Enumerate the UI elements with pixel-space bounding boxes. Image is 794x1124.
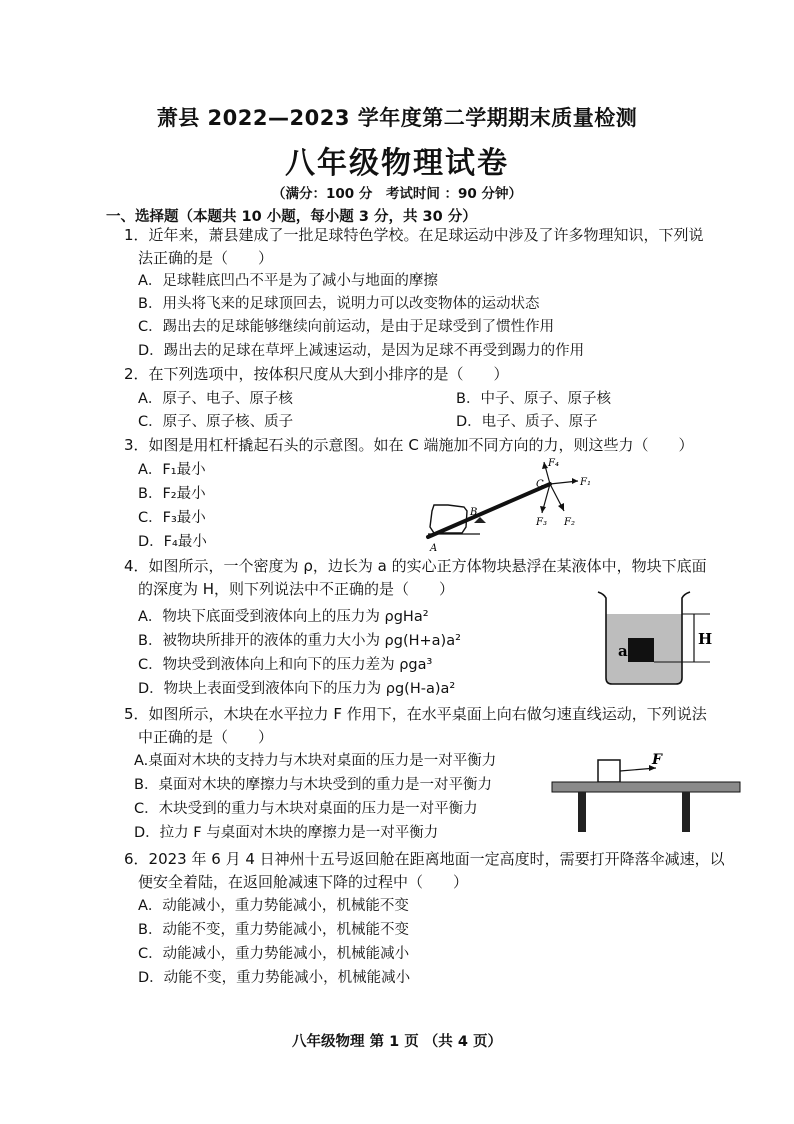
question-2-option-b: B．中子、原子、原子核: [456, 391, 611, 407]
question-1-option-c: C．踢出去的足球能够继续向前运动，是由于足球受到了惯性作用: [138, 319, 555, 335]
question-1-option-a: A．足球鞋底凹凸不平是为了减小与地面的摩擦: [138, 273, 438, 289]
question-1-stem-line-2: 法正确的是（ ）: [138, 249, 274, 267]
question-2-option-d: D．电子、质子、原子: [456, 414, 598, 430]
question-3-option-b: B．F₂最小: [138, 486, 206, 502]
question-5-option-c: C．木块受到的重力与木块对桌面的压力是一对平衡力: [134, 801, 478, 817]
force-f3-arrow: [540, 506, 546, 513]
force-f4-label: F₄: [548, 458, 559, 469]
question-3-stem: 3．如图是用杠杆撬起石头的示意图。如在 C 端施加不同方向的力，则这些力（ ）: [124, 436, 694, 454]
question-1-stem-line-1: 1．近年来，萧县建成了一批足球特色学校。在足球运动中涉及了许多物理知识，下列说: [124, 226, 704, 244]
question-2-stem: 2．在下列选项中，按体积尺度从大到小排序的是（ ）: [124, 365, 509, 383]
table-leg-left: [578, 792, 586, 832]
question-2-option-a: A．原子、电子、原子核: [138, 391, 293, 407]
question-4-option-a: A．物块下底面受到液体向上的压力为 ρgHa²: [138, 609, 429, 625]
force-label: F: [652, 752, 662, 768]
point-a-label: A: [430, 543, 438, 554]
question-4-stem-line-2: 的深度为 H，则下列说法中不正确的是（ ）: [138, 580, 455, 598]
cube-block: [628, 638, 654, 662]
question-5-option-d: D．拉力 F 与桌面对木块的摩擦力是一对平衡力: [134, 825, 439, 841]
question-3-option-a: A．F₁最小: [138, 462, 206, 478]
beaker-figure: [594, 588, 744, 690]
question-1-option-b: B．用头将飞来的足球顶回去，说明力可以改变物体的运动状态: [138, 296, 540, 312]
question-6-option-b: B．动能不变，重力势能减小，机械能不变: [138, 922, 409, 938]
question-6-stem-line-2: 便安全着陆，在返回舱减速下降的过程中（ ）: [138, 873, 469, 891]
cube-label: a: [618, 642, 628, 660]
wood-block: [598, 760, 620, 782]
question-6-stem-line-1: 6．2023 年 6 月 4 日神州十五号返回舱在距离地面一定高度时，需要打开降落伞减速，以: [124, 850, 725, 868]
exam-title: 萧县 2022—2023 学年度第二学期期末质量检测: [156, 106, 638, 130]
force-f2-label: F₂: [564, 517, 575, 528]
point-b-label: B: [470, 507, 478, 518]
section-heading: 一、选择题（本题共 10 小题，每小题 3 分，共 30 分）: [106, 209, 477, 225]
question-3-option-d: D．F₄最小: [138, 534, 207, 550]
question-4-option-c: C．物块受到液体向上和向下的压力差为 ρga³: [138, 657, 433, 673]
force-f1-arrow: [572, 478, 578, 484]
table-leg-right: [682, 792, 690, 832]
question-5-option-a: A.桌面对木块的支持力与木块对桌面的压力是一对平衡力: [134, 753, 497, 769]
exam-subject-title: 八年级物理试卷: [285, 146, 509, 181]
page-footer: 八年级物理 第 1 页 （共 4 页）: [292, 1034, 502, 1050]
question-4-stem-line-1: 4．如图所示，一个密度为 ρ，边长为 a 的实心正方体物块悬浮在某液体中，物块下底面: [124, 557, 707, 575]
question-5-option-b: B．桌面对木块的摩擦力与木块受到的重力是一对平衡力: [134, 777, 492, 793]
lever-bar: [428, 484, 550, 537]
question-6-option-a: A．动能减小，重力势能减小，机械能不变: [138, 898, 409, 914]
question-6-option-c: C．动能减小，重力势能减小，机械能减小: [138, 946, 410, 962]
force-f1-label: F₁: [580, 477, 591, 488]
question-1-option-d: D．踢出去的足球在草坪上减速运动，是因为足球不再受到踢力的作用: [138, 343, 585, 359]
question-3-option-c: C．F₃最小: [138, 510, 206, 526]
point-c-label: C: [536, 479, 544, 490]
depth-label: H: [698, 630, 713, 648]
question-6-option-d: D．动能不变，重力势能减小，机械能减小: [138, 970, 411, 986]
question-5-stem-line-2: 中正确的是（ ）: [138, 728, 274, 746]
question-4-option-b: B．被物块所排开的液体的重力大小为 ρg(H+a)a²: [138, 633, 461, 649]
table-top: [552, 782, 740, 792]
question-2-option-c: C．原子、原子核、质子: [138, 414, 294, 430]
question-5-stem-line-1: 5．如图所示，木块在水平拉力 F 作用下，在水平桌面上向右做匀速直线运动，下列说法: [124, 705, 707, 723]
lever-figure: [420, 455, 610, 555]
question-4-option-d: D．物块上表面受到液体向下的压力为 ρg(H-a)a²: [138, 681, 456, 697]
exam-info: （满分：100 分 考试时间 ：90 分钟）: [271, 186, 523, 202]
force-f3-label: F₃: [536, 517, 547, 528]
table-figure: [548, 752, 744, 836]
